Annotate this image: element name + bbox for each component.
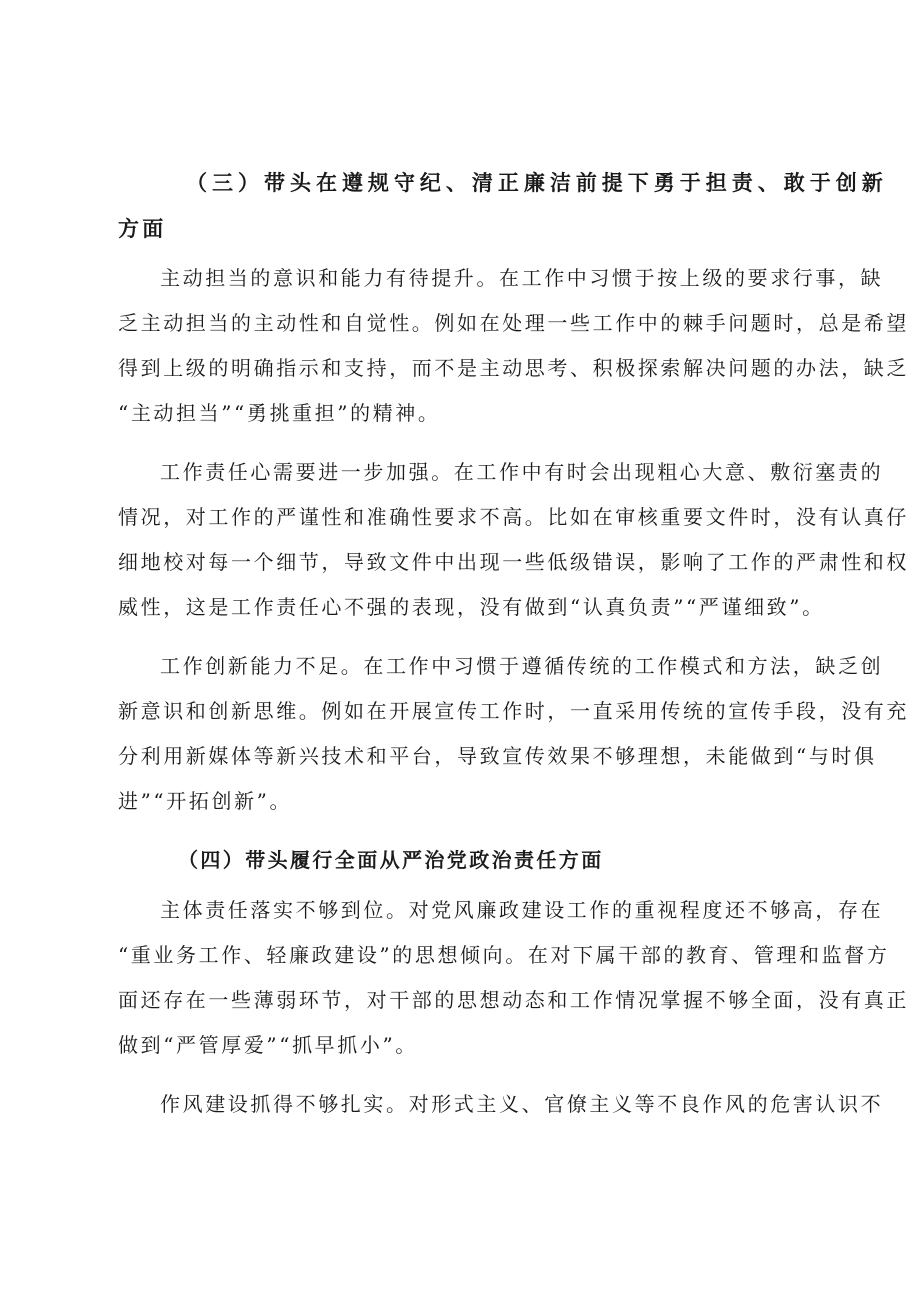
paragraph-line: 工作创新能力不足。在工作中习惯于遵循传统的工作模式和方法，缺乏创 (160, 654, 884, 678)
paragraph-line: 细地校对每一个细节，导致文件中出现一些低级错误，影响了工作的严肃性和权 (118, 550, 909, 574)
section-3-heading: （三）带头在遵规守纪、清正廉洁前提下勇于担责、敢于创新 (186, 170, 886, 195)
paragraph-line: 分利用新媒体等新兴技术和平台，导致宣传效果不够理想，未能做到“与时俱 (118, 744, 877, 768)
paragraph-line: “主动担当”“勇挑重担”的精神。 (118, 401, 441, 425)
paragraph-line: 进”“开拓创新”。 (118, 789, 293, 813)
section-4-heading: （四）带头履行全面从严治党政治责任方面 (178, 848, 604, 872)
section-3-heading-continued: 方面 (118, 216, 167, 241)
paragraph-line: 主体责任落实不够到位。对党风廉政建设工作的重视程度还不够高，存在 (160, 898, 884, 922)
paragraph-line: 乏主动担当的主动性和自觉性。例如在处理一些工作中的棘手问题时，总是希望 (118, 311, 909, 335)
paragraph-line: 得到上级的明确指示和支持，而不是主动思考、积极探索解决问题的办法，缺乏 (118, 356, 909, 380)
paragraph-line: 面还存在一些薄弱环节，对干部的思想动态和工作情况掌握不够全面，没有真正 (118, 988, 909, 1012)
paragraph-line: “重业务工作、轻廉政建设”的思想倾向。在对下属干部的教育、管理和监督方 (118, 943, 890, 967)
paragraph-line: 主动担当的意识和能力有待提升。在工作中习惯于按上级的要求行事，缺 (160, 266, 884, 290)
paragraph-line: 工作责任心需要进一步加强。在工作中有时会出现粗心大意、敷衍塞责的 (160, 460, 884, 484)
paragraph-line: 新意识和创新思维。例如在开展宣传工作时，一直采用传统的宣传手段，没有充 (118, 699, 909, 723)
paragraph-line: 情况，对工作的严谨性和准确性要求不高。比如在审核重要文件时，没有认真仔 (118, 505, 909, 529)
paragraph-line: 作风建设抓得不够扎实。对形式主义、官僚主义等不良作风的危害认识不 (160, 1092, 884, 1116)
paragraph-line: 威性，这是工作责任心不强的表现，没有做到“认真负责”“严谨细致”。 (118, 595, 825, 619)
paragraph-line: 做到“严管厚爱”“抓早抓小”。 (118, 1033, 418, 1057)
